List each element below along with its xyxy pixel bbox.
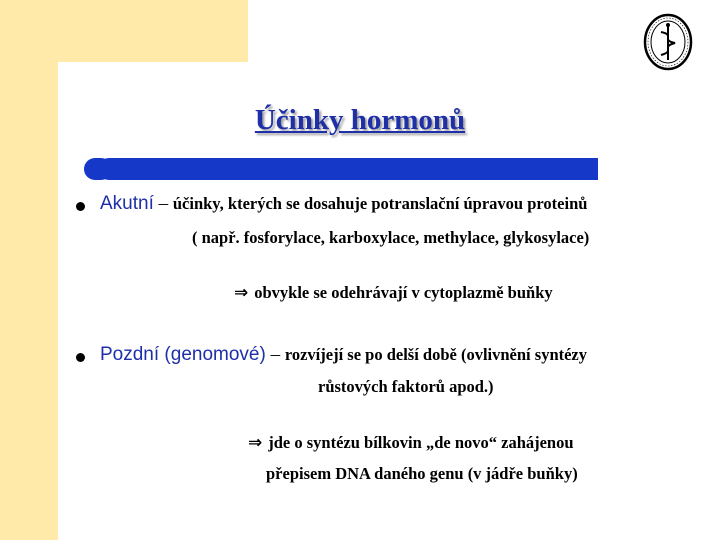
bullet-late-consequence-line1 bbox=[248, 433, 574, 453]
frame-corner-decoration bbox=[58, 62, 98, 102]
bullet-dot-icon bbox=[76, 353, 85, 362]
bullet-late-dash: – bbox=[265, 344, 285, 365]
bullet-acute-consequence-text: obvykle se odehrávají v cytoplazmě buňky bbox=[254, 283, 553, 302]
bullet-acute-line bbox=[100, 193, 587, 215]
university-seal-icon bbox=[642, 12, 694, 72]
bullet-acute-text: účinky, kterých se dosahuje potranslační úpravou proteinů bbox=[172, 194, 588, 213]
bullet-late-consequence-line2: přepisem DNA daného genu (v jádře buňky) bbox=[266, 464, 578, 483]
bullet-acute-consequence bbox=[234, 283, 553, 303]
frame-left-decoration bbox=[0, 0, 58, 540]
bullet-late-text: rozvíjejí se po delší době (ovlivnění syntézy bbox=[284, 345, 588, 364]
bullet-dot-icon bbox=[76, 202, 85, 211]
bullet-late-line bbox=[100, 344, 587, 366]
bullet-acute-continuation: ( např. fosforylace, karboxylace, methylace, glykosylace) bbox=[192, 228, 590, 247]
slide-title: Účinky hormonů bbox=[254, 104, 466, 136]
bullet-late-term: Pozdní (genomové) bbox=[100, 344, 266, 365]
implies-arrow-icon: ⇒ bbox=[248, 433, 263, 453]
bullet-acute-dash: – bbox=[153, 193, 173, 214]
bullet-late-consequence-text-1: jde o syntézu bílkovin „de novo“ zahájenou bbox=[268, 433, 574, 452]
implies-arrow-icon: ⇒ bbox=[234, 283, 249, 303]
title-underbar bbox=[98, 158, 598, 180]
bullet-acute-term: Akutní bbox=[100, 193, 154, 214]
bullet-late-continuation: růstových faktorů apod.) bbox=[318, 377, 494, 396]
